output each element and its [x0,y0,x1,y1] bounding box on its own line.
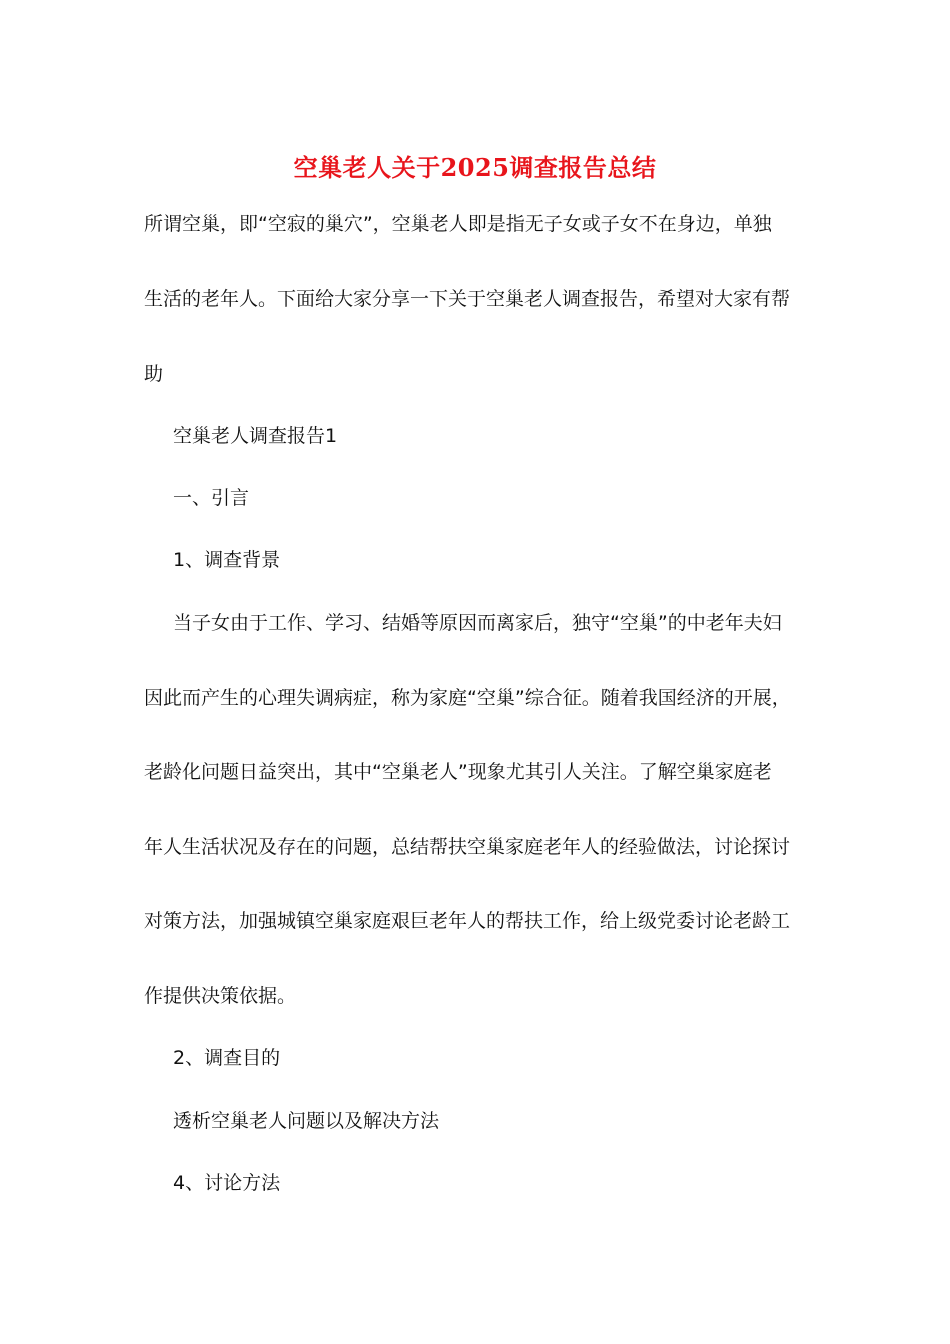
intro-line-2: 生活的老年人。下面给大家分享一下关于空巢老人调查报告，希望对大家有帮 [144,288,791,310]
subsection-heading-method: 4、讨论方法 [173,1172,281,1194]
subsection-heading-purpose: 2、调查目的 [173,1047,281,1069]
background-line-3: 老龄化问题日益突出，其中“空巢老人”现象尤其引人关注。了解空巢家庭老 [144,761,772,783]
background-line-4: 年人生活状况及存在的问题，总结帮扶空巢家庭老年人的经验做法，讨论探讨 [144,836,791,858]
intro-line-1: 所谓空巢，即“空寂的巢穴”，空巢老人即是指无子女或子女不在身边，单独 [144,213,772,235]
section-heading-intro: 一、引言 [173,487,250,509]
background-line-6: 作提供决策依据。 [144,985,297,1007]
subsection-heading-background: 1、调查背景 [173,549,281,571]
document-title: 空巢老人关于2025调查报告总结 [293,153,657,182]
background-line-5: 对策方法，加强城镇空巢家庭艰巨老年人的帮扶工作，给上级党委讨论老龄工 [144,910,791,932]
background-line-1: 当子女由于工作、学习、结婚等原因而离家后，独守“空巢”的中老年夫妇 [173,612,782,634]
report-heading: 空巢老人调查报告1 [173,425,338,447]
intro-line-3: 助 [144,363,164,385]
background-line-2: 因此而产生的心理失调病症，称为家庭“空巢”综合征。随着我国经济的开展， [144,687,791,709]
purpose-text: 透析空巢老人问题以及解决方法 [173,1110,440,1132]
